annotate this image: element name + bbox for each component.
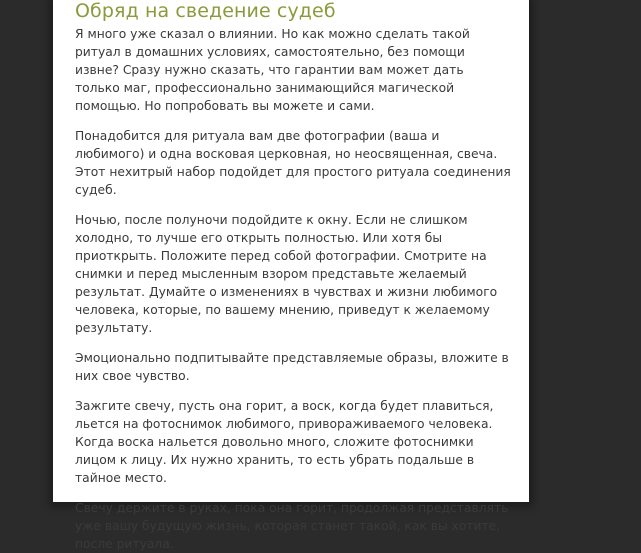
article-paragraph-3: Ночью, после полуночи подойдите к окну. Если не слишком холодно, то лучше его открыть полностью. Или хотя бы приоткрыть. Положите перед собой фотографии. Смотрите на снимки и перед мысленным взором представьте желаемый результат. Думайте о изменениях в чувствах и жизни любимого человека, которые, по вашему мнению, приведут к желаемому результату. [75,213,498,335]
article-paragraph-5: Зажгите свечу, пусть она горит, а воск, когда будет плавиться, льется на фотоснимок любимого, привораживаемого человека. Когда воска нальется довольно много, сложите фотоснимки лицом к лицу. Их нужно хранить, то есть убрать подальше в тайное место. [75,399,494,485]
article-paragraph-4: Эмоционально подпитывайте представляемые образы, вложите в них свое чувство. [75,351,509,383]
article-paragraph-1: Я много уже сказал о влиянии. Но как можно сделать такой ритуал в домашних условиях, самостоятельно, без помощи извне? Сразу нужно сказать, что гарантии вам может дать только маг, профессионально занимающийся магической помощью. Но попробовать вы можете и сами. [75,27,470,113]
article-body [75,0,511,553]
article-paragraph-2: Понадобится для ритуала вам две фотографии (ваша и любимого) и одна восковая церковная, но неосвященная, свеча. Этот нехитрый набор подойдет для простого ритуала соединения судеб. [75,129,511,197]
article-title: Обряд на сведение судеб [75,0,336,22]
article-column [53,0,529,551]
article-paragraph-6: Свечу держите в руках, пока она горит, продолжая представлять уже вашу будущую жизнь, которая станет такой, как вы хотите, после ритуала. [75,501,509,551]
